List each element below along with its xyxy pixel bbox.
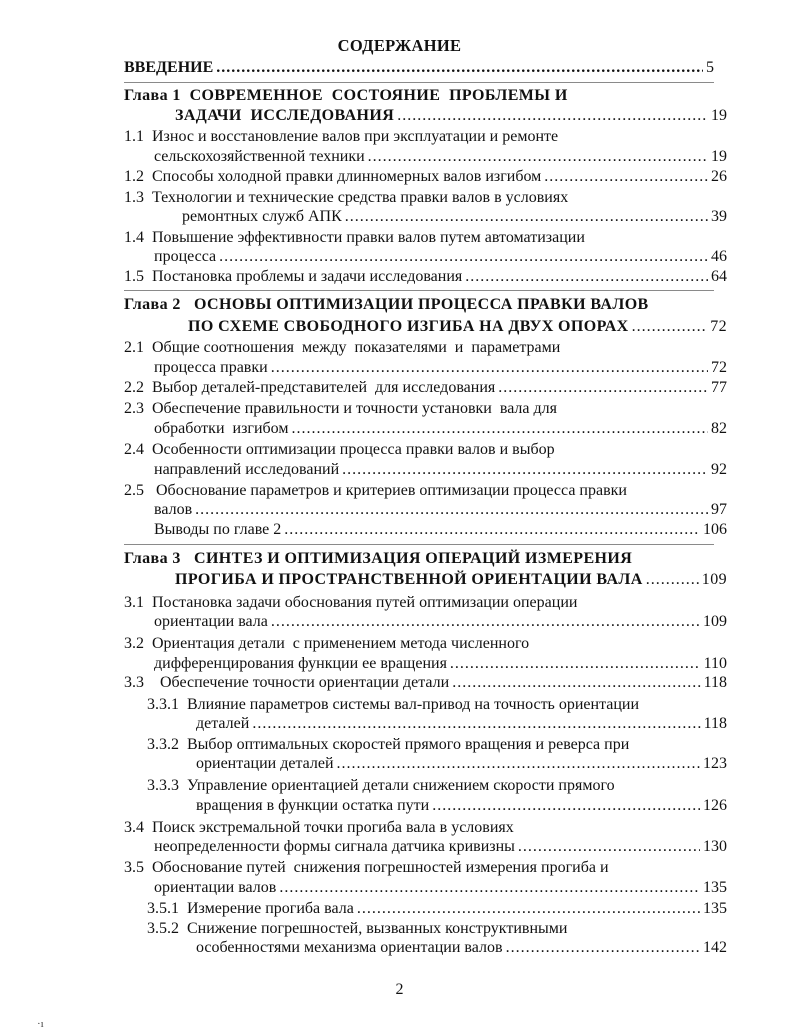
toc-section-2-3-cont: обработки изгибом ..... 82 <box>154 419 727 439</box>
toc-section-1-3-cont: ремонтных служб АПК ..... 39 <box>182 207 727 227</box>
toc-section-2-4: 2.4 Особенности оптимизации процесса правки валов и выбор <box>124 441 555 458</box>
toc-subsection-3-5-1: 3.5.1 Измерение прогиба вала ..... 135 <box>147 899 727 919</box>
toc-page: 109 <box>701 571 727 588</box>
toc-section-2-1: 2.1 Общие соотношения между показателями и параметрами <box>124 339 561 356</box>
toc-section-2-4-cont: направлений исследований ..... 92 <box>154 460 727 480</box>
toc-chapter-1-title: Глава 1 СОВРЕМЕННОЕ СОСТОЯНИЕ ПРОБЛЕМЫ И <box>124 87 568 104</box>
toc-subsection-3-5-2: 3.5.2 Снижение погрешностей, вызванных конструктивными <box>147 920 568 937</box>
toc-page: 135 <box>703 879 727 896</box>
toc-page: 46 <box>711 248 727 265</box>
leader-dots <box>216 58 703 78</box>
toc-page: 72 <box>710 318 727 335</box>
leader-dots <box>432 796 700 816</box>
toc-section-3-1-cont: ориентации вала ..... 109 <box>154 612 727 632</box>
toc-page: 118 <box>703 715 727 732</box>
leader-dots <box>646 570 699 590</box>
toc-section-2-2: 2.2 Выбор деталей-представителей для исследования ..... 77 <box>124 378 727 398</box>
leader-dots <box>284 520 700 540</box>
toc-chapter-3-title-cont: ПРОГИБА И ПРОСТРАНСТВЕННОЙ ОРИЕНТАЦИИ ВАЛА ..... 109 <box>175 570 727 590</box>
toc-page: 19 <box>711 148 727 165</box>
toc-page: 77 <box>711 379 727 396</box>
toc-subsection-3-3-3: 3.3.3 Управление ориентацией детали снижением скорости прямого <box>147 777 615 794</box>
leader-dots <box>506 938 700 958</box>
toc-chapter-1-title-cont: ЗАДАЧИ ИССЛЕДОВАНИЯ ..... 19 <box>175 106 727 126</box>
toc-section-1-5: 1.5 Постановка проблемы и задачи исследования ..... 64 <box>124 267 727 287</box>
toc-subsection-3-5-2-cont: особенностями механизма ориентации валов ..... 142 <box>196 938 727 958</box>
leader-dots <box>219 247 708 267</box>
toc-page: 135 <box>703 900 727 917</box>
toc-section-3-5-cont: ориентации валов ..... 135 <box>154 878 727 898</box>
leader-dots <box>271 358 708 378</box>
toc-label: ВВЕДЕНИЕ <box>124 59 214 76</box>
toc-section-3-2-cont: дифференцирования функции ее вращения ..... 110 <box>154 654 727 674</box>
toc-section-1-4: 1.4 Повышение эффективности правки валов путем автоматизации <box>124 229 585 246</box>
toc-page: 109 <box>703 613 727 630</box>
toc-section-1-4-cont: процесса ..... 46 <box>154 247 727 267</box>
scan-artifact: ·ı <box>37 1018 44 1030</box>
leader-dots <box>279 878 700 898</box>
leader-dots <box>342 460 708 480</box>
leader-dots <box>368 147 708 167</box>
toc-page: 130 <box>703 838 727 855</box>
leader-dots <box>397 106 708 126</box>
toc-section-3-4-cont: неопределенности формы сигнала датчика кривизны ..... 130 <box>154 837 727 857</box>
divider <box>124 290 714 291</box>
toc-page: 123 <box>703 755 727 772</box>
toc-page: 72 <box>711 359 727 376</box>
toc-section-3-4: 3.4 Поиск экстремальной точки прогиба вала в условиях <box>124 819 514 836</box>
toc-chapter-2-title: Глава 2 ОСНОВЫ ОПТИМИЗАЦИИ ПРОЦЕССА ПРАВКИ ВАЛОВ <box>124 296 649 313</box>
toc-page: 110 <box>703 655 727 672</box>
leader-dots <box>465 267 708 287</box>
toc-page: 64 <box>711 268 727 285</box>
toc-subsection-3-3-2: 3.3.2 Выбор оптимальных скоростей прямого вращения и реверса при <box>147 736 630 753</box>
toc-section-3-5: 3.5 Обоснование путей снижения погрешностей измерения прогиба и <box>124 859 609 876</box>
leader-dots <box>271 612 700 632</box>
toc-page: 39 <box>711 208 727 225</box>
toc-section-1-1-cont: сельскохозяйственной техники ..... 19 <box>154 147 727 167</box>
contents-heading: СОДЕРЖАНИЕ <box>337 36 462 55</box>
toc-section-3-2: 3.2 Ориентация детали с применением метода численного <box>124 635 530 652</box>
leader-dots <box>518 837 700 857</box>
divider <box>124 544 714 545</box>
toc-chapter-2-conclusions: Выводы по главе 2 ..... 106 <box>154 520 727 540</box>
toc-page: 26 <box>711 168 727 185</box>
leader-dots <box>544 167 708 187</box>
toc-section-2-5-cont: валов ..... 97 <box>154 500 727 520</box>
toc-page: 142 <box>703 939 727 956</box>
toc-section-1-1: 1.1 Износ и восстановление валов при эксплуатации и ремонте <box>124 128 559 145</box>
toc-section-2-3: 2.3 Обеспечение правильности и точности установки вала для <box>124 400 557 417</box>
toc-entry-introduction <box>124 58 714 78</box>
leader-dots <box>252 714 700 734</box>
toc-page: 106 <box>703 521 727 538</box>
toc-subsection-3-3-1-cont: деталей ..... 118 <box>196 714 727 734</box>
toc-section-2-1-cont: процесса правки ..... 72 <box>154 358 727 378</box>
toc-page: 97 <box>711 501 727 518</box>
leader-dots <box>345 207 708 227</box>
leader-dots <box>195 500 708 520</box>
toc-subsection-3-3-2-cont: ориентации деталей ..... 123 <box>196 754 727 774</box>
leader-dots <box>337 754 700 774</box>
toc-section-1-2: 1.2 Способы холодной правки длинномерных валов изгибом ..... 26 <box>124 167 727 187</box>
toc-page: 92 <box>711 461 727 478</box>
page-number: 2 <box>395 981 404 998</box>
toc-chapter-2-title-cont: ПО СХЕМЕ СВОБОДНОГО ИЗГИБА НА ДВУХ ОПОРАХ ..... 72 <box>188 317 727 337</box>
toc-section-1-3: 1.3 Технологии и технические средства правки валов в условиях <box>124 189 569 206</box>
toc-section-3-1: 3.1 Постановка задачи обоснования путей оптимизации операции <box>124 594 578 611</box>
leader-dots <box>498 378 708 398</box>
leader-dots <box>632 317 708 337</box>
leader-dots <box>291 419 708 439</box>
toc-page: 5 <box>706 59 714 76</box>
toc-page: 19 <box>711 107 727 124</box>
toc-subsection-3-3-1: 3.3.1 Влияние параметров системы вал-привод на точность ориентации <box>147 696 640 713</box>
leader-dots <box>450 654 701 674</box>
toc-subsection-3-3-3-cont: вращения в функции остатка пути ..... 126 <box>196 796 727 816</box>
toc-page: 82 <box>711 420 727 437</box>
toc-section-2-5: 2.5 Обоснование параметров и критериев оптимизации процесса правки <box>124 482 627 499</box>
leader-dots <box>357 899 700 919</box>
toc-page: 126 <box>703 797 727 814</box>
toc-chapter-3-title: Глава 3 СИНТЕЗ И ОПТИМИЗАЦИЯ ОПЕРАЦИЙ ИЗМЕРЕНИЯ <box>124 550 633 567</box>
leader-dots <box>452 673 700 693</box>
toc-section-3-3: 3.3 Обеспечение точности ориентации детали ..... 118 <box>124 673 727 693</box>
divider <box>124 82 714 83</box>
toc-page: 118 <box>703 674 727 691</box>
